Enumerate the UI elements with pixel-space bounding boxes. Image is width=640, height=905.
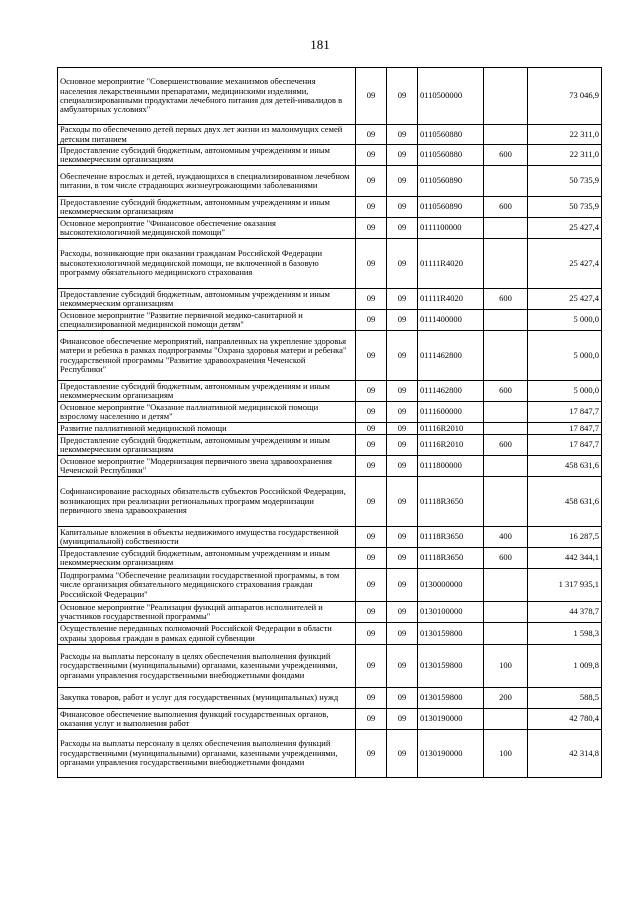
budget-table-body xyxy=(58,68,602,778)
table-row xyxy=(58,402,602,423)
row-name: Предоставление субсидий бюджетным, автономным учреждениям и иным некоммерческим организациям xyxy=(58,435,356,456)
row-name: Расходы, возникающие при оказании гражданам Российской Федерации высокотехнологичной медицинской помощи, не включенной в базовую программу обязательного медицинского страхования xyxy=(58,239,356,289)
row-target-article: 0130159800 xyxy=(418,688,484,709)
table-row xyxy=(58,477,602,527)
row-section: 09 xyxy=(356,423,387,435)
row-amount: 5 000,0 xyxy=(528,331,602,381)
row-subsection: 09 xyxy=(387,125,418,145)
table-row xyxy=(58,145,602,166)
row-section: 09 xyxy=(356,381,387,402)
row-subsection: 09 xyxy=(387,218,418,239)
row-name: Софинансирование расходных обязательств субъектов Российской Федерации, возникающих при реализации региональных программ модернизации первичного звена здравоохранения xyxy=(58,477,356,527)
row-expense-type xyxy=(484,402,528,423)
row-name: Капитальные вложения в объекты недвижимого имущества государственной (муниципальной) собственности xyxy=(58,527,356,548)
row-subsection: 09 xyxy=(387,423,418,435)
row-expense-type xyxy=(484,423,528,435)
row-amount: 588,5 xyxy=(528,688,602,709)
row-subsection: 09 xyxy=(387,289,418,310)
row-amount: 1 009,8 xyxy=(528,645,602,688)
row-section: 09 xyxy=(356,331,387,381)
table-row xyxy=(58,125,602,145)
row-expense-type xyxy=(484,477,528,527)
table-row xyxy=(58,331,602,381)
row-amount: 22 311,0 xyxy=(528,125,602,145)
row-subsection: 09 xyxy=(387,239,418,289)
row-target-article: 01116R2010 xyxy=(418,435,484,456)
row-subsection: 09 xyxy=(387,548,418,569)
row-expense-type xyxy=(484,125,528,145)
row-name: Основное мероприятие "Реализация функций аппаратов исполнителей и участников государственной программы" xyxy=(58,602,356,623)
row-name: Подпрограмма "Обеспечение реализации государственной программы, в том числе организация обязательного медицинского страхования граждан Российской Федерации" xyxy=(58,569,356,602)
row-section: 09 xyxy=(356,623,387,645)
row-name: Основное мероприятие "Совершенствование механизмов обеспечения населения лекарственными препаратами, медицинскими изделиями, специализированными продуктами лечебного питания для детей-инвалидов в амбулаторных условиях" xyxy=(58,68,356,125)
row-amount: 42 780,4 xyxy=(528,709,602,730)
row-target-article: 0130100000 xyxy=(418,602,484,623)
row-name: Предоставление субсидий бюджетным, автономным учреждениям и иным некоммерческим организациям xyxy=(58,145,356,166)
row-section: 09 xyxy=(356,709,387,730)
row-name: Финансовое обеспечение мероприятий, направленных на укрепление здоровья матери и ребенка в рамках подпрограммы "Охрана здоровья матери и ребенка" государственной программы "Развитие здравоохранения Чеченской Республики" xyxy=(58,331,356,381)
row-amount: 5 000,0 xyxy=(528,381,602,402)
row-subsection: 09 xyxy=(387,602,418,623)
row-section: 09 xyxy=(356,548,387,569)
row-name: Расходы на выплаты персоналу в целях обеспечения выполнения функций государственными (муниципальными) органами, казенными учреждениями, органами управления государственными внебюджетными фондами xyxy=(58,645,356,688)
row-name: Предоставление субсидий бюджетным, автономным учреждениям и иным некоммерческим организациям xyxy=(58,197,356,218)
row-target-article: 0111800000 xyxy=(418,456,484,477)
row-target-article: 0130159800 xyxy=(418,623,484,645)
row-expense-type xyxy=(484,218,528,239)
table-row xyxy=(58,645,602,688)
row-name: Осуществление переданных полномочий Российской Федерации в области охраны здоровья граждан в рамках единой субвенции xyxy=(58,623,356,645)
row-target-article: 0110560890 xyxy=(418,166,484,197)
row-subsection: 09 xyxy=(387,68,418,125)
row-target-article: 0130190000 xyxy=(418,730,484,778)
row-expense-type xyxy=(484,331,528,381)
table-row xyxy=(58,218,602,239)
row-name: Финансовое обеспечение выполнения функций государственных органов, оказания услуг и выполнения работ xyxy=(58,709,356,730)
row-target-article: 0110560880 xyxy=(418,125,484,145)
row-target-article: 01111R4020 xyxy=(418,239,484,289)
row-amount: 458 631,6 xyxy=(528,477,602,527)
table-row xyxy=(58,730,602,778)
row-subsection: 09 xyxy=(387,145,418,166)
row-subsection: 09 xyxy=(387,197,418,218)
row-section: 09 xyxy=(356,477,387,527)
table-row xyxy=(58,289,602,310)
row-section: 09 xyxy=(356,125,387,145)
table-row xyxy=(58,423,602,435)
row-name: Расходы по обеспечению детей первых двух лет жизни из малоимущих семей детским питанием xyxy=(58,125,356,145)
row-section: 09 xyxy=(356,645,387,688)
row-amount: 42 314,8 xyxy=(528,730,602,778)
table-row xyxy=(58,688,602,709)
row-name: Предоставление субсидий бюджетным, автономным учреждениям и иным некоммерческим организациям xyxy=(58,548,356,569)
row-expense-type: 600 xyxy=(484,197,528,218)
row-amount: 5 000,0 xyxy=(528,310,602,331)
row-section: 09 xyxy=(356,145,387,166)
table-row xyxy=(58,569,602,602)
table-row xyxy=(58,548,602,569)
row-name: Развитие паллиативной медицинской помощи xyxy=(58,423,356,435)
row-expense-type: 100 xyxy=(484,730,528,778)
row-subsection: 09 xyxy=(387,730,418,778)
row-section: 09 xyxy=(356,166,387,197)
row-amount: 458 631,6 xyxy=(528,456,602,477)
row-expense-type xyxy=(484,569,528,602)
row-name: Предоставление субсидий бюджетным, автономным учреждениям и иным некоммерческим организациям xyxy=(58,381,356,402)
row-amount: 44 378,7 xyxy=(528,602,602,623)
table-row xyxy=(58,623,602,645)
row-subsection: 09 xyxy=(387,435,418,456)
row-target-article: 0111600000 xyxy=(418,402,484,423)
row-target-article: 0130190000 xyxy=(418,709,484,730)
row-amount: 25 427,4 xyxy=(528,239,602,289)
row-section: 09 xyxy=(356,239,387,289)
row-amount: 50 735,9 xyxy=(528,166,602,197)
row-section: 09 xyxy=(356,197,387,218)
row-subsection: 09 xyxy=(387,527,418,548)
row-amount: 50 735,9 xyxy=(528,197,602,218)
row-expense-type: 600 xyxy=(484,548,528,569)
table-row xyxy=(58,310,602,331)
row-section: 09 xyxy=(356,730,387,778)
row-name: Основное мероприятие "Финансовое обеспечение оказания высокотехнологичной медицинской помощи" xyxy=(58,218,356,239)
row-section: 09 xyxy=(356,688,387,709)
row-subsection: 09 xyxy=(387,645,418,688)
row-target-article: 0111100000 xyxy=(418,218,484,239)
row-amount: 17 847,7 xyxy=(528,423,602,435)
row-expense-type: 600 xyxy=(484,435,528,456)
table-row xyxy=(58,435,602,456)
table-row xyxy=(58,602,602,623)
row-amount: 73 046,9 xyxy=(528,68,602,125)
row-name: Основное мероприятие "Оказание паллиативной медицинской помощи взрослому населению и детям" xyxy=(58,402,356,423)
table-row xyxy=(58,527,602,548)
row-target-article: 01111R4020 xyxy=(418,289,484,310)
row-expense-type xyxy=(484,68,528,125)
row-name: Основное мероприятие "Развитие первичной медико-санитарной и специализированной медицинской помощи детям" xyxy=(58,310,356,331)
table-row xyxy=(58,456,602,477)
row-section: 09 xyxy=(356,68,387,125)
row-subsection: 09 xyxy=(387,569,418,602)
row-section: 09 xyxy=(356,527,387,548)
row-expense-type: 600 xyxy=(484,381,528,402)
row-subsection: 09 xyxy=(387,623,418,645)
row-amount: 22 311,0 xyxy=(528,145,602,166)
row-section: 09 xyxy=(356,456,387,477)
row-target-article: 0110500000 xyxy=(418,68,484,125)
row-amount: 16 287,5 xyxy=(528,527,602,548)
row-target-article: 0111400000 xyxy=(418,310,484,331)
row-section: 09 xyxy=(356,569,387,602)
row-expense-type xyxy=(484,166,528,197)
row-expense-type: 600 xyxy=(484,289,528,310)
table-row xyxy=(58,381,602,402)
row-expense-type xyxy=(484,602,528,623)
table-row xyxy=(58,166,602,197)
row-target-article: 0130159800 xyxy=(418,645,484,688)
row-amount: 1 317 935,1 xyxy=(528,569,602,602)
row-target-article: 0110560890 xyxy=(418,197,484,218)
table-row xyxy=(58,239,602,289)
row-expense-type xyxy=(484,456,528,477)
row-subsection: 09 xyxy=(387,166,418,197)
row-target-article: 0111462800 xyxy=(418,381,484,402)
page-number: 181 xyxy=(310,37,330,52)
row-name: Предоставление субсидий бюджетным, автономным учреждениям и иным некоммерческим организациям xyxy=(58,289,356,310)
row-amount: 442 344,1 xyxy=(528,548,602,569)
row-expense-type: 400 xyxy=(484,527,528,548)
row-subsection: 09 xyxy=(387,477,418,527)
row-target-article: 0130000000 xyxy=(418,569,484,602)
row-name: Расходы на выплаты персоналу в целях обеспечения выполнения функций государственными (муниципальными) органами, казенными учреждениями, органами управления государственными внебюджетными фондами xyxy=(58,730,356,778)
row-expense-type xyxy=(484,623,528,645)
row-expense-type: 600 xyxy=(484,145,528,166)
table-row xyxy=(58,68,602,125)
row-subsection: 09 xyxy=(387,310,418,331)
row-name: Обеспечение взрослых и детей, нуждающихся в специализированном лечебном питании, в том числе страдающих жизнеугрожающими заболеваниями xyxy=(58,166,356,197)
row-target-article: 01118R3650 xyxy=(418,477,484,527)
budget-table xyxy=(57,67,602,778)
row-section: 09 xyxy=(356,602,387,623)
row-subsection: 09 xyxy=(387,402,418,423)
row-amount: 17 847,7 xyxy=(528,402,602,423)
row-target-article: 01118R3650 xyxy=(418,548,484,569)
row-section: 09 xyxy=(356,218,387,239)
row-expense-type xyxy=(484,709,528,730)
row-target-article: 01116R2010 xyxy=(418,423,484,435)
row-name: Закупка товаров, работ и услуг для государственных (муниципальных) нужд xyxy=(58,688,356,709)
row-target-article: 01118R3650 xyxy=(418,527,484,548)
row-subsection: 09 xyxy=(387,709,418,730)
row-amount: 25 427,4 xyxy=(528,289,602,310)
row-subsection: 09 xyxy=(387,688,418,709)
row-subsection: 09 xyxy=(387,456,418,477)
row-expense-type xyxy=(484,310,528,331)
row-expense-type: 200 xyxy=(484,688,528,709)
row-section: 09 xyxy=(356,402,387,423)
row-target-article: 0111462800 xyxy=(418,331,484,381)
row-amount: 17 847,7 xyxy=(528,435,602,456)
row-expense-type: 100 xyxy=(484,645,528,688)
table-row xyxy=(58,709,602,730)
row-name: Основное мероприятие "Модернизация первичного звена здравоохранения Чеченской Республики" xyxy=(58,456,356,477)
row-target-article: 0110560880 xyxy=(418,145,484,166)
row-expense-type xyxy=(484,239,528,289)
row-amount: 1 598,3 xyxy=(528,623,602,645)
row-section: 09 xyxy=(356,289,387,310)
row-amount: 25 427,4 xyxy=(528,218,602,239)
row-section: 09 xyxy=(356,310,387,331)
table-row xyxy=(58,197,602,218)
row-subsection: 09 xyxy=(387,331,418,381)
row-subsection: 09 xyxy=(387,381,418,402)
row-section: 09 xyxy=(356,435,387,456)
